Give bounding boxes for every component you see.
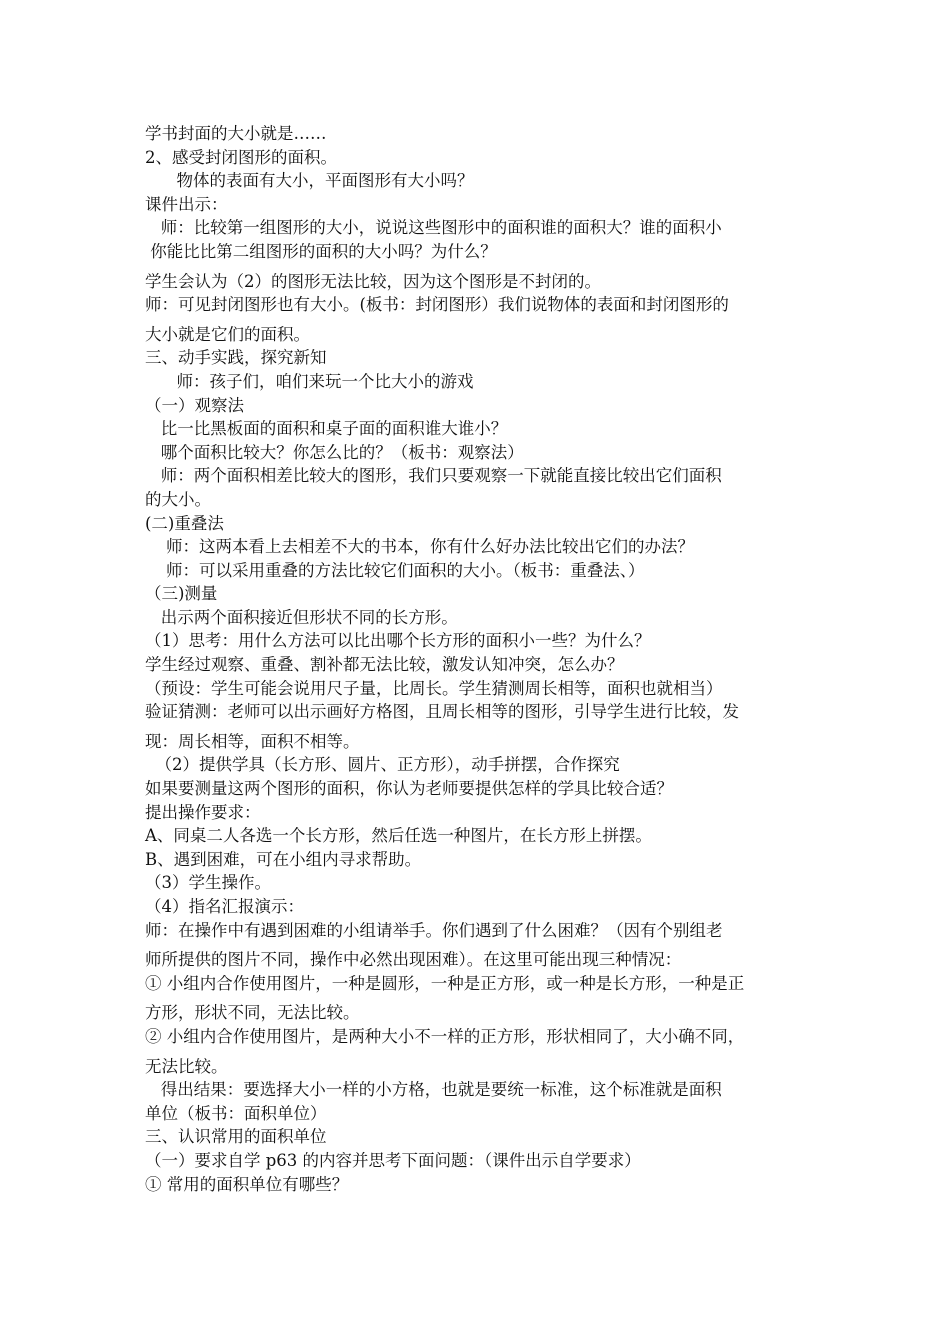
- text-line: 如果要测量这两个图形的面积，你认为老师要提供怎样的学具比较合适？: [145, 779, 673, 799]
- text-line: 学书封面的大小就是……: [145, 124, 327, 143]
- text-line: 师：比较第一组图形的大小，说说这些图形中的面积谁的面积大？谁的面积小: [145, 218, 722, 238]
- text-line: 你能比比第二组图形的面积的大小吗？为什么？: [145, 241, 497, 261]
- text-line: 单位（板书：面积单位）: [145, 1103, 327, 1123]
- text-line: 师所提供的图片不同，操作中必然出现困难）。在这里可能出现三种情况：: [145, 950, 682, 970]
- text-line: 提出操作要求：: [145, 802, 261, 822]
- text-line: 学生经过观察、重叠、割补都无法比较，激发认知冲突，怎么办？: [145, 655, 624, 675]
- text-line: 师：在操作中有遇到困难的小组请举手。你们遇到了什么困难？（因有个别组老: [145, 920, 723, 940]
- text-line: 验证猜测：老师可以出示画好方格图，且周长相等的图形，引导学生进行比较，发: [145, 702, 739, 722]
- text-line: 哪个面积比较大？你怎么比的？（板书：观察法）: [145, 442, 524, 462]
- text-line: 师：孩子们，咱们来玩一个比大小的游戏: [145, 371, 474, 391]
- text-line: ② 小组内合作使用图片，是两种大小不一样的正方形，形状相同了，大小确不同，: [145, 1026, 745, 1046]
- text-line: ① 常用的面积单位有哪些？: [145, 1174, 349, 1194]
- text-line: ① 小组内合作使用图片，一种是圆形，一种是正方形，或一种是长方形，一种是正: [145, 973, 745, 993]
- text-line: （2）提供学具（长方形、圆片、正方形），动手拼摆，合作探究: [145, 755, 620, 775]
- text-line: （3）学生操作。: [145, 873, 271, 893]
- text-line: 师：可见封闭图形也有大小。(板书：封闭图形）我们说物体的表面和封闭图形的: [145, 295, 729, 315]
- text-line: （三)测量: [145, 584, 218, 604]
- text-line: （1）思考：用什么方法可以比出哪个长方形的面积小一些？为什么？: [145, 631, 651, 651]
- text-line: （一）观察法: [145, 395, 244, 415]
- text-line: （一）要求自学 p63 的内容并思考下面问题：（课件出示自学要求）: [145, 1150, 641, 1170]
- text-line: 出示两个面积接近但形状不同的长方形。: [145, 607, 458, 627]
- text-line: 三、认识常用的面积单位: [145, 1127, 327, 1147]
- text-line: B、遇到困难，可在小组内寻求帮助。: [145, 849, 422, 869]
- text-line: 师：这两本看上去相差不大的书本，你有什么好办法比较出它们的办法？: [145, 537, 694, 557]
- text-line: 师：可以采用重叠的方法比较它们面积的大小。（板书：重叠法、）: [145, 560, 645, 580]
- text-line: （4）指名汇报演示：: [145, 897, 304, 916]
- text-line: 课件出示：: [145, 194, 228, 214]
- text-line: 2、感受封闭图形的面积。: [145, 147, 337, 167]
- text-line: 大小就是它们的面积。: [145, 324, 310, 344]
- text-line: 物体的表面有大小，平面图形有大小吗？: [145, 171, 474, 191]
- document-body: [145, 122, 815, 1196]
- text-line: 比一比黑板面的面积和桌子面的面积谁大谁小？: [145, 419, 508, 439]
- text-line: 得出结果：要选择大小一样的小方格，也就是要统一标准，这个标准就是面积: [145, 1080, 722, 1100]
- text-line: 方形，形状不同，无法比较。: [145, 1003, 360, 1023]
- text-line: 学生会认为（2）的图形无法比较，因为这个图形是不封闭的。: [145, 271, 601, 291]
- text-line: 的大小。: [145, 489, 211, 509]
- text-line: 无法比较。: [145, 1056, 228, 1076]
- text-line: 现：周长相等，面积不相等。: [145, 731, 360, 751]
- text-line: A、同桌二人各选一个长方形，然后任选一种图片，在长方形上拼摆。: [145, 826, 652, 846]
- text-line: (二)重叠法: [145, 513, 224, 533]
- text-line: 师：两个面积相差比较大的图形，我们只要观察一下就能直接比较出它们面积: [145, 466, 722, 486]
- text-line: （预设：学生可能会说用尺子量，比周长。学生猜测周长相等，面积也就相当）: [145, 678, 723, 698]
- text-line: 三、动手实践，探究新知: [145, 348, 327, 368]
